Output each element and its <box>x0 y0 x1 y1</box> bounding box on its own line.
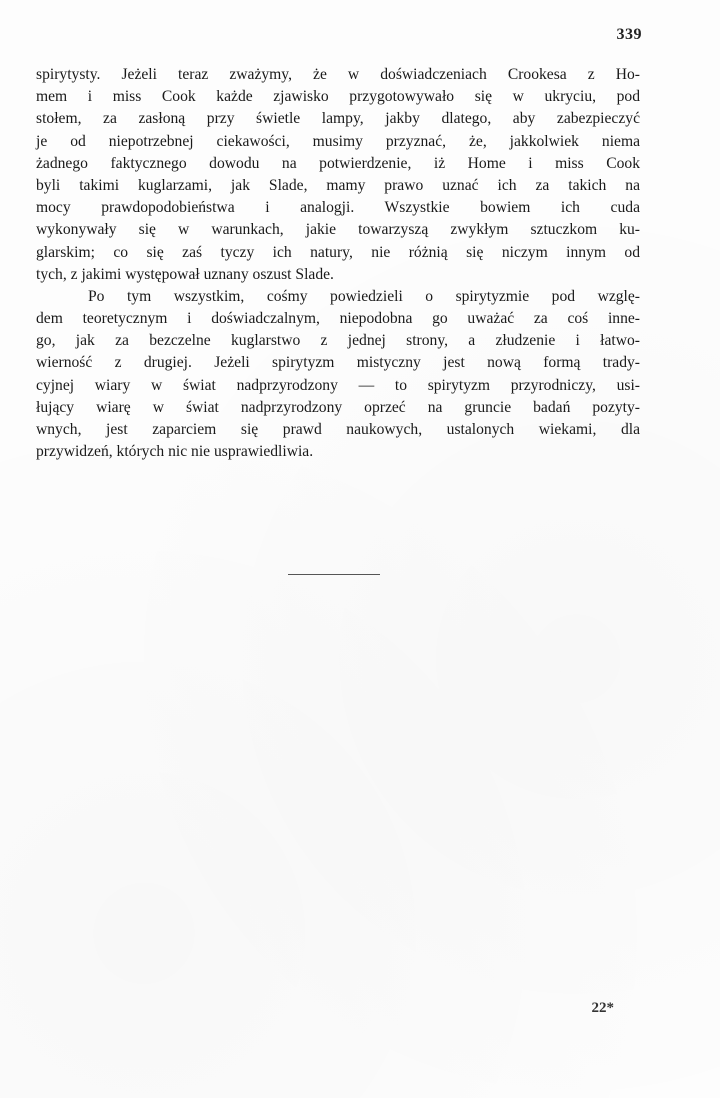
text-line: dem teoretycznym i doświadczalnym, niepodobna go uważać za coś inne- <box>36 310 640 328</box>
text-line: wnych, jest zaparciem się prawd naukowych, ustalonych wiekami, dla <box>36 421 640 438</box>
text-line: spirytysty. Jeżeli teraz zważymy, że w doświadczeniach Crookesa z Ho- <box>36 66 640 83</box>
text-line: łujący wiarę w świat nadprzyrodzony oprzeć na gruncie badań pozyty- <box>36 398 640 416</box>
text-line: mem i miss Cook każde zjawisko przygotowywało się w ukryciu, pod <box>36 88 640 106</box>
text-line: go, jak za bezczelne kuglarstwo z jednej strony, a złudzenie i łatwo- <box>36 332 640 350</box>
body-text <box>36 64 640 463</box>
paragraph-1 <box>36 64 640 286</box>
text-line: je od niepotrzebnej ciekawości, musimy przyznać, że, jakkolwiek niema <box>36 132 640 150</box>
text-line: stołem, za zasłoną przy świetle lampy, jakby dlatego, aby zabezpieczyć <box>36 110 640 128</box>
page-number: 339 <box>616 26 642 43</box>
signature-mark: 22* <box>591 1000 614 1016</box>
text-line: byli takimi kuglarzami, jak Slade, mamy prawo uznać ich za takich na <box>36 176 640 194</box>
text-line: Po tym wszystkim, cośmy powiedzieli o spirytyzmie pod wzglę- <box>88 287 640 305</box>
text-line: mocy prawdopodobieństwa i analogji. Wszystkie bowiem ich cuda <box>36 199 640 217</box>
text-line: żadnego faktycznego dowodu na potwierdzenie, iż Home i miss Cook <box>36 154 640 172</box>
paragraph-2 <box>36 286 640 464</box>
text-line: przywidzeń, których nic nie usprawiedliwia. <box>36 443 314 461</box>
text-line: tych, z jakimi występował uznany oszust Slade. <box>36 265 334 283</box>
text-line: wykonywały się w warunkach, jakie towarzyszą zwykłym sztuczkom ku- <box>36 221 640 239</box>
text-line: wierność z drugiej. Jeżeli spirytyzm mistyczny jest nową formą trady- <box>36 354 640 372</box>
text-line: glarskim; co się zaś tyczy ich natury, nie różnią się niczym innym od <box>36 243 640 261</box>
section-divider <box>288 574 380 575</box>
text-line: cyjnej wiary w świat nadprzyrodzony — to spirytyzm przyrodniczy, usi- <box>36 376 640 394</box>
